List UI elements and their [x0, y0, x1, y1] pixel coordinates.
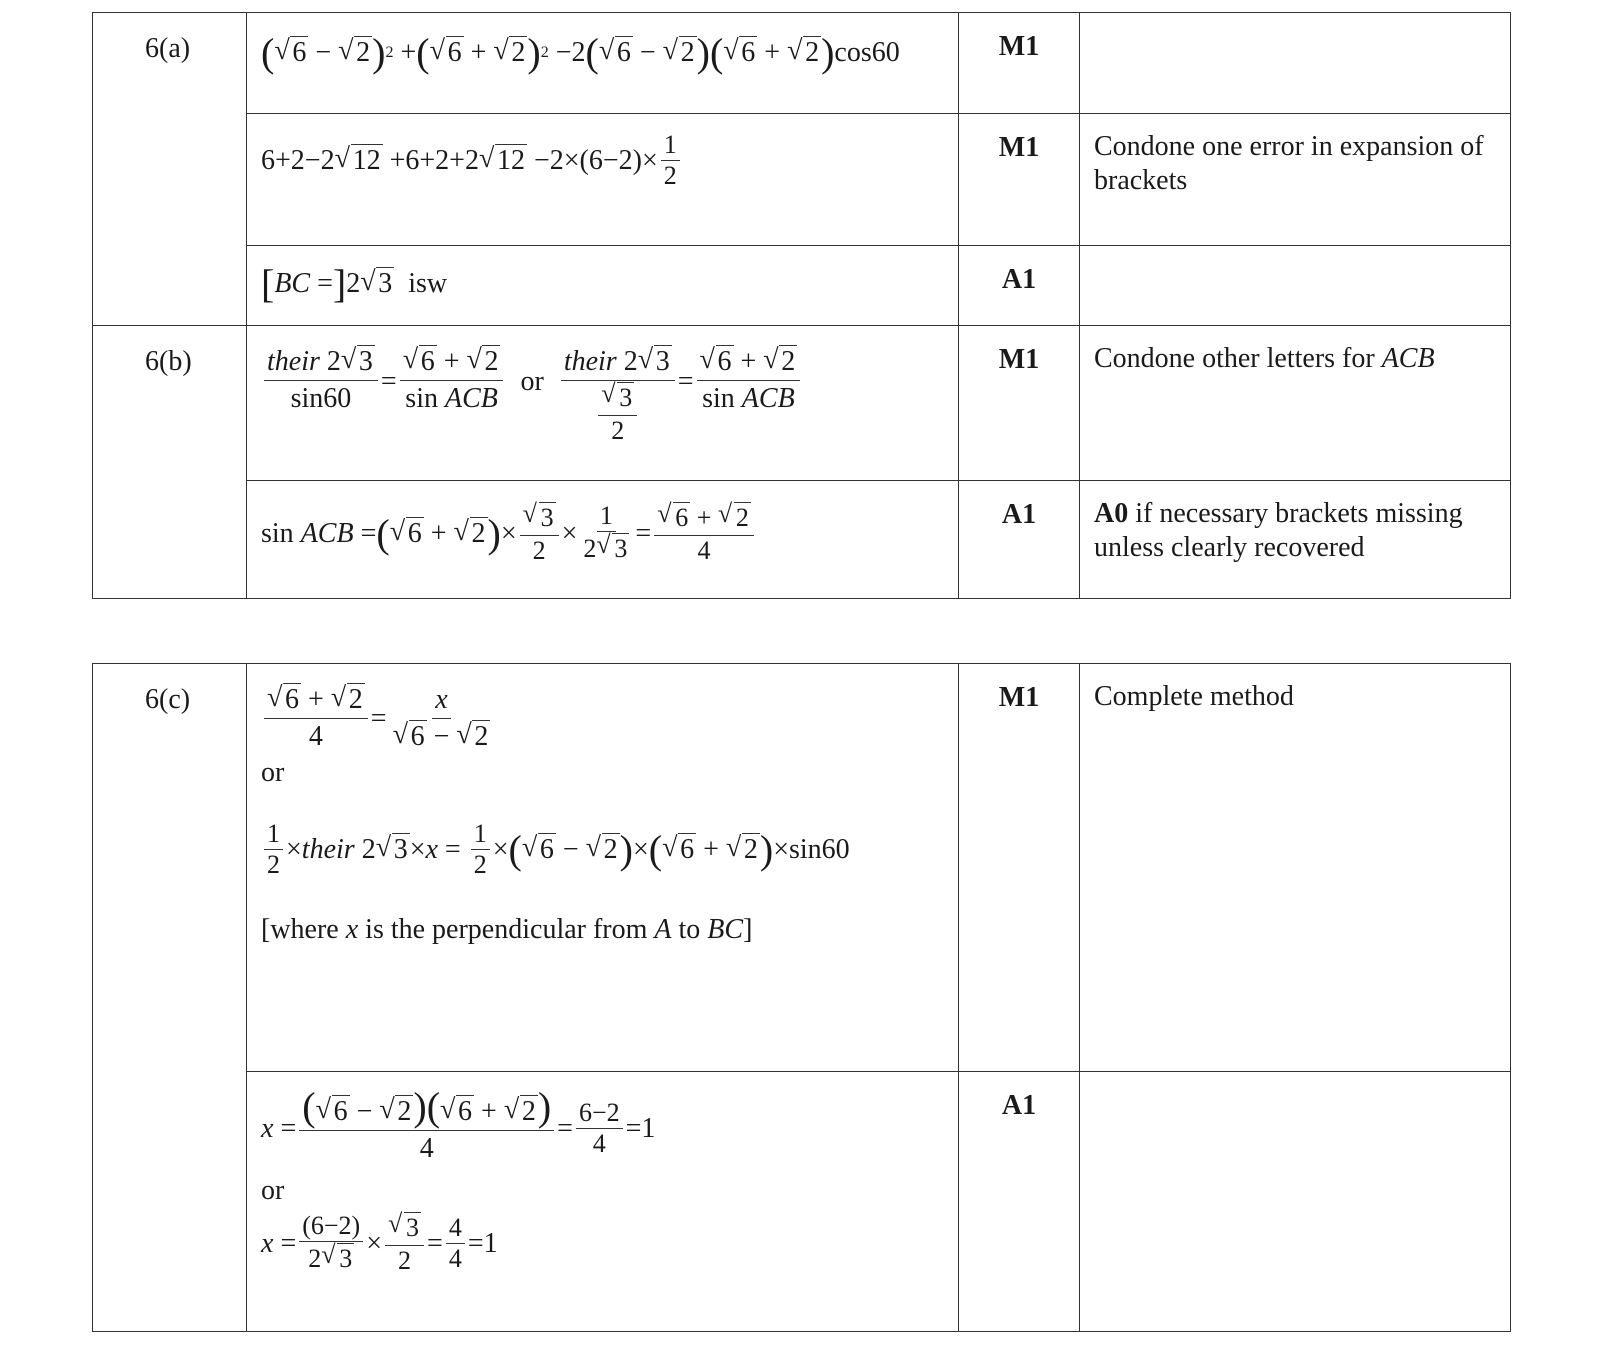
note-6a-r1 — [1080, 13, 1511, 114]
mark-6a-m1: M1 — [959, 13, 1080, 114]
mark-6b-a1: A1 — [959, 481, 1080, 599]
note-6a-r3 — [1080, 246, 1511, 326]
markscheme-table-2 — [92, 663, 1511, 1332]
markscheme-table-1 — [92, 12, 1511, 599]
note-6a-condone: Condone one error in expansion of brackets — [1080, 114, 1511, 246]
question-number-6b: 6(b) — [93, 326, 247, 599]
or-label-6b: or — [520, 366, 544, 397]
working-6b-sine-rule: $\frac{\text{their 2√ 3}}{\sin 60}$ = √ $\frac{6 + √ 2}{\text{sin ACB}}$ or their 2√ 3 √ $\frac{3}{2}$ = √ $\frac{6 + √ 2}{\text{sin ACB}}$ — [247, 326, 959, 481]
mark-6c-m1: M1 — [959, 664, 1080, 1072]
mark-6a-a1: A1 — [959, 246, 1080, 326]
mark-6c-a1: A1 — [959, 1072, 1080, 1332]
mark-6b-m1: M1 — [959, 326, 1080, 481]
working-6b-sinacb: sin ACB = ( √ 6 + √ 2 ) × √ $\frac{3}{2}$ × $\frac{1}{2√ 3}$ = √ $\frac{6 + √ 2}{4}$ — [247, 481, 959, 599]
mark-6a-m1-second: M1 — [959, 114, 1080, 246]
where-note-6c: [where x is the perpendicular from A to BC] — [261, 914, 753, 945]
note-6b-a0: A0 if necessary brackets missing unless clearly recovered — [1080, 481, 1511, 599]
note-6c-r2 — [1080, 1072, 1511, 1332]
or-label-6c-2: or — [261, 1175, 285, 1206]
working-6c-method: √ $\frac{6 + √ 2}{4}$ = x √ 6 − √ 2 or $\frac{1}{2}$ × their 2 √ 3 × x = $\frac{1}{2}$ × ( √ 6 − √ 2 ) × ( √ 6 + √ 2 ) ×sin60 [where x is the perpendicular from A to BC] — [247, 664, 959, 1072]
question-number-6c: 6(c) — [93, 664, 247, 1332]
working-6a-expansion: 6+2−2 √ 12 +6+2+2 √ 12 −2×(6−2)× $\frac{1}{2}$ — [247, 114, 959, 246]
or-label-6c-1: or — [261, 757, 285, 788]
question-number-6a: 6(a) — [93, 13, 247, 326]
working-6c-answer: x = $\frac{(√ 6 - √ 2)(√ 6 + √ 2)}{4}$ = $\frac{6-2}{4}$ =1 or x = $\frac{(6-2)}{2√ 3}$ × √ $\frac{3}{2}$ = $\frac{4}{4}$ =1 — [247, 1072, 959, 1332]
working-6a-cosine-rule: ( √ 6 − √ 2 ) 2 + ( √ 6 + √ 2 ) 2 −2 ( √ 6 − √ 2 ) ( √ 6 + √ 2 ) cos60 — [247, 13, 959, 114]
note-6c-complete: Complete method — [1080, 664, 1511, 1072]
working-6a-answer: [ BC = ] 2 √ 3 isw — [247, 246, 959, 326]
note-6b-condone: Condone other letters for ACB — [1080, 326, 1511, 481]
isw-label: isw — [408, 268, 448, 299]
